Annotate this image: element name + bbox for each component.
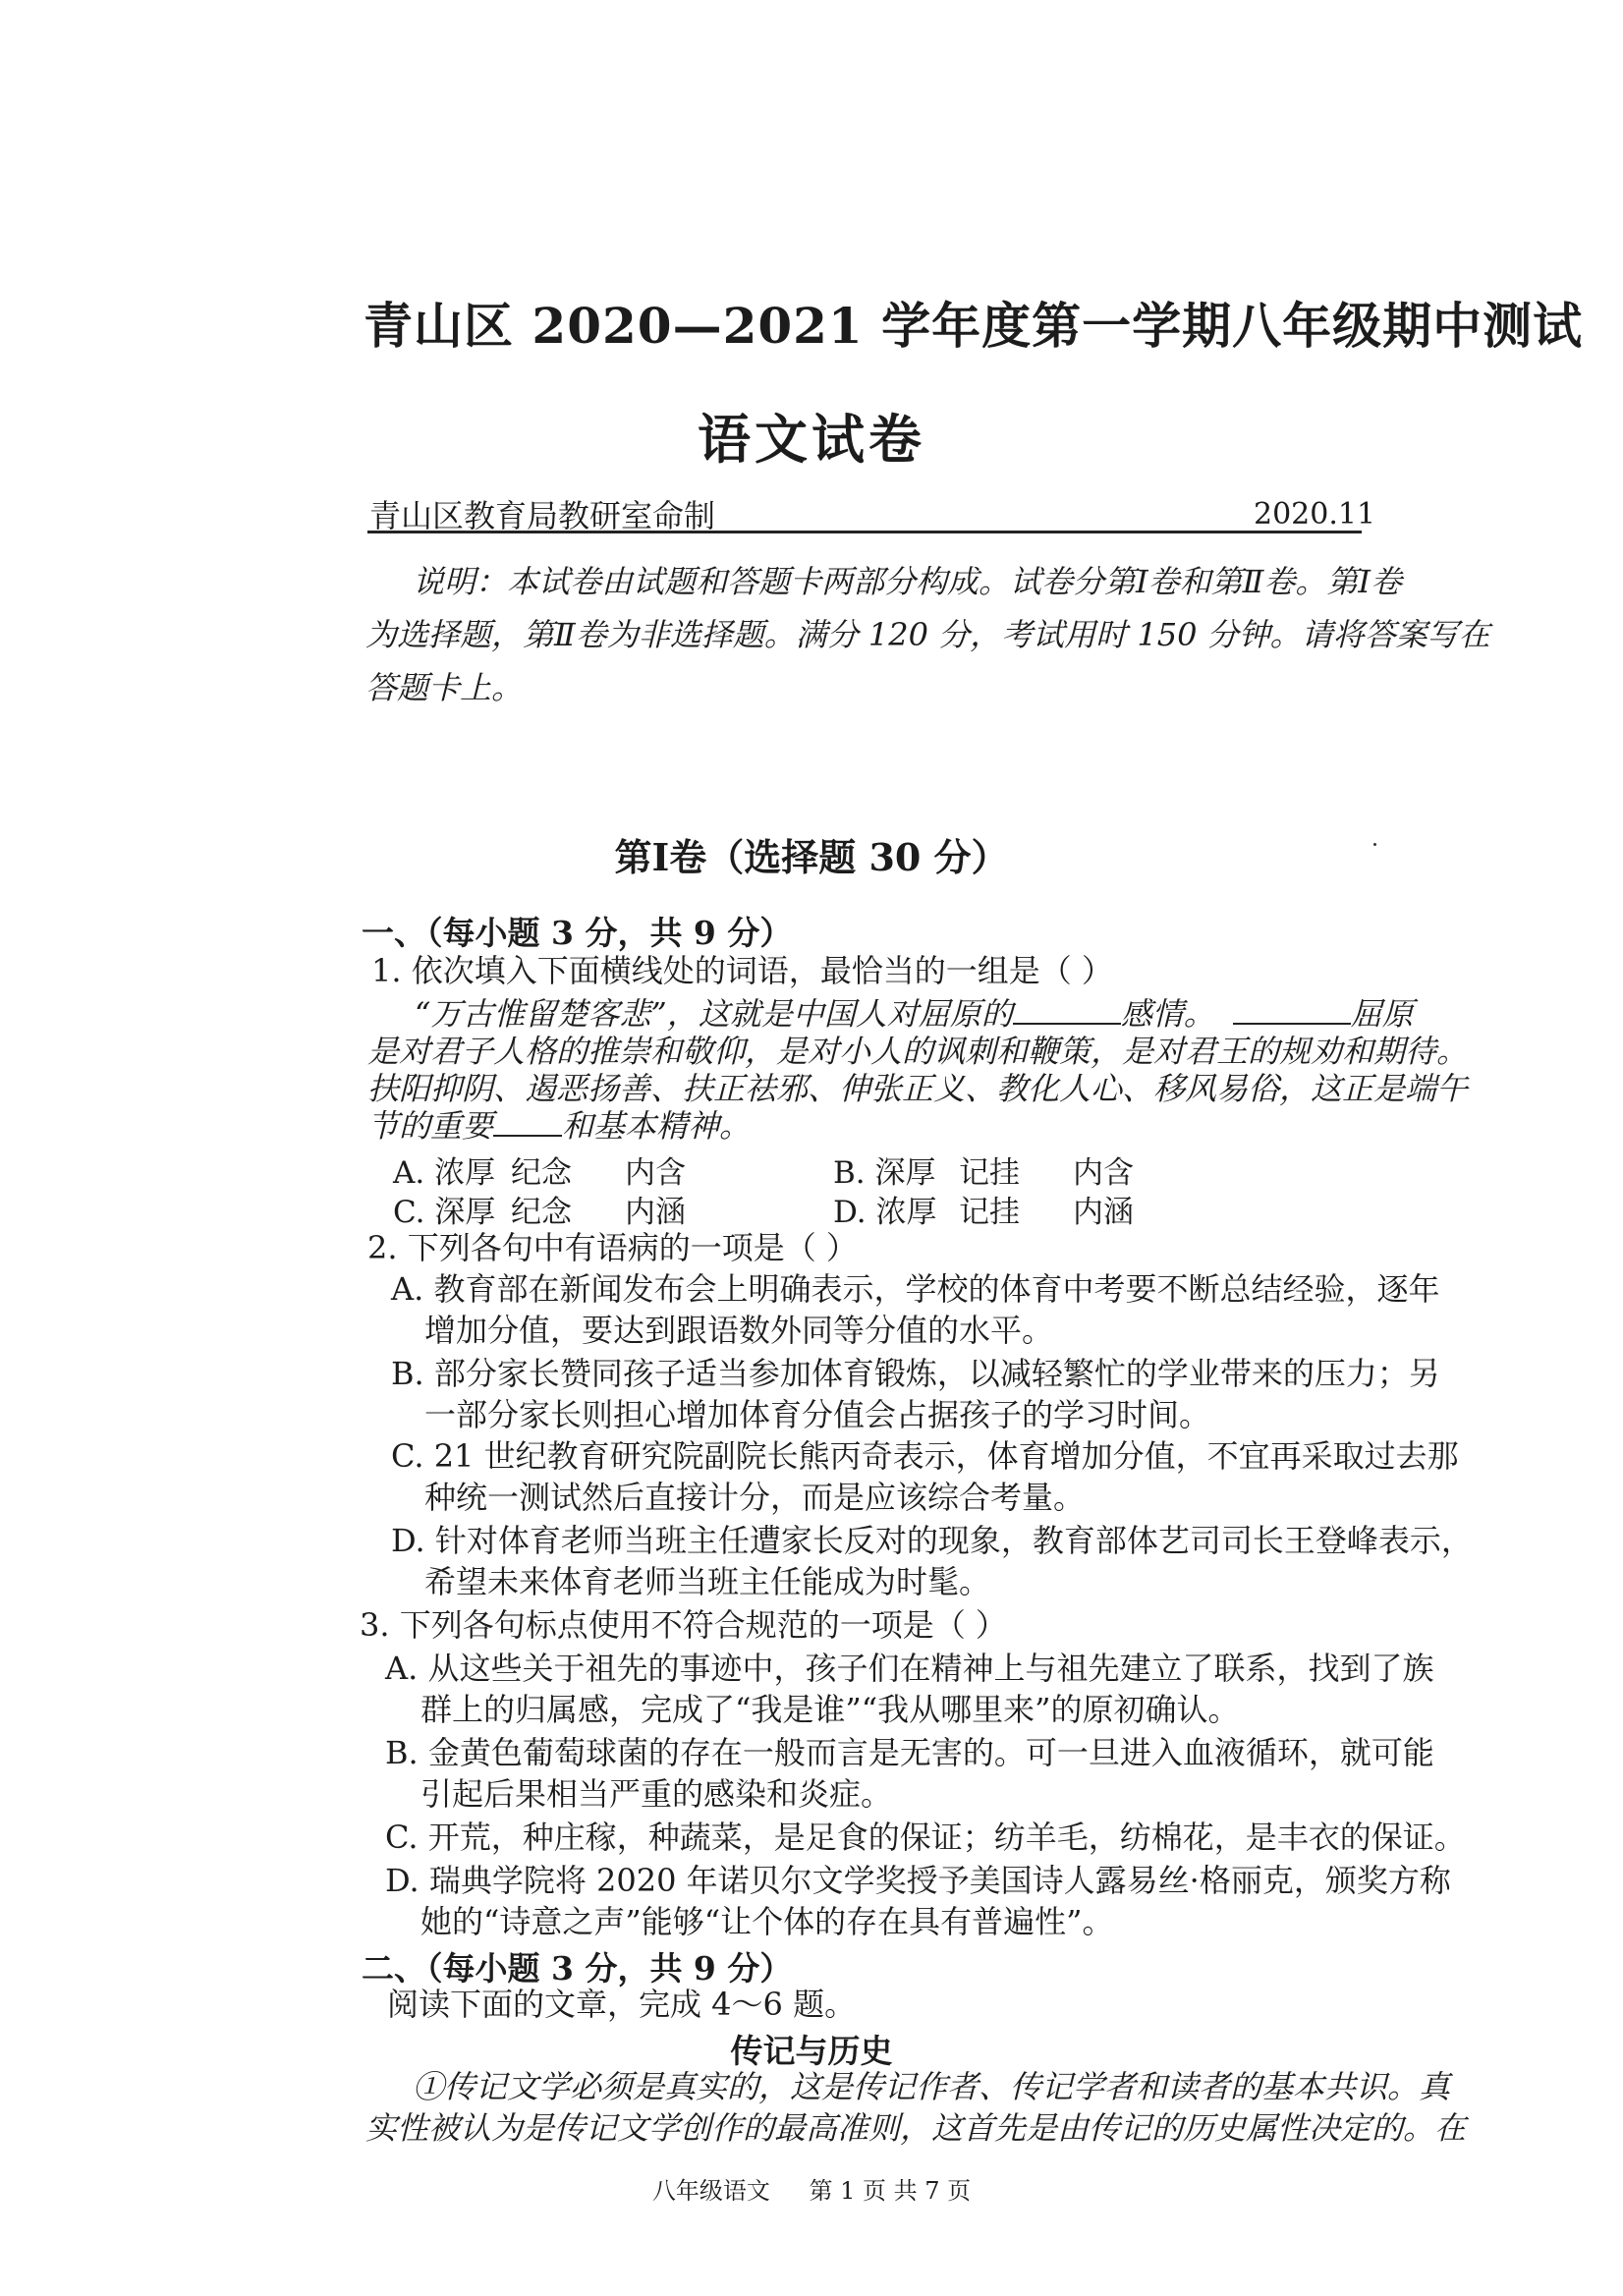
q1-option-d: D. 浓厚 记挂 内涵 bbox=[833, 1195, 1134, 1230]
footer-subject: 八年级语文 bbox=[651, 2177, 770, 2205]
exam-title: 青山区 2020—2021 学年度第一学期八年级期中测试 bbox=[364, 297, 1584, 355]
q3-option-c: C. 开荒，种庄稼，种蔬菜，是足食的保证；纺羊毛，纺棉花，是丰衣的保证。 bbox=[385, 1819, 1466, 1856]
q2-stem: 2. 下列各句中有语病的一项是（ ） bbox=[367, 1229, 858, 1266]
q1-blank-2 bbox=[1233, 997, 1351, 1025]
q3-option-b-line-2: 引起后果相当严重的感染和炎症。 bbox=[420, 1775, 893, 1813]
q1-stem: 1. 依次填入下面横线处的词语，最恰当的一组是（ ） bbox=[371, 952, 1113, 989]
q1-passage-line-1: “万古惟留楚客悲”，这就是中国人对屈原的 感情。 屈原 bbox=[415, 995, 1414, 1033]
q2-option-a-line-1: A. 教育部在新闻发布会上明确表示，学校的体育中考要不断总结经验，逐年 bbox=[391, 1270, 1440, 1308]
q3-option-d-line-2: 她的“诗意之声”能够“让个体的存在具有普遍性”。 bbox=[420, 1903, 1114, 1940]
instructions-line-2: 为选择题，第Ⅱ卷为非选择题。满分 120 分，考试用时 150 分钟。请将答案写在 bbox=[365, 616, 1490, 653]
q2-option-a-line-2: 增加分值，要达到跟语数外同等分值的水平。 bbox=[424, 1312, 1054, 1349]
q1-blank-1 bbox=[1013, 997, 1121, 1025]
q1-passage-line-4: 节的重要 和基本精神。 bbox=[367, 1107, 752, 1145]
q1-option-a: A. 浓厚 纪念 内含 bbox=[393, 1155, 686, 1191]
q1-passage-line-2: 是对君子人格的推崇和敬仰，是对小人的讽刺和鞭策，是对君王的规劝和期待。 bbox=[367, 1033, 1469, 1070]
publisher: 青山区教育局教研室命制 bbox=[369, 497, 716, 534]
q2-option-d-line-1: D. 针对体育老师当班主任遭家长反对的现象，教育部体艺司司长王登峰表示， bbox=[391, 1522, 1473, 1559]
q2-option-d-line-2: 希望未来体育老师当班主任能成为时髦。 bbox=[424, 1563, 991, 1600]
part2-heading: 二、（每小题 3 分，共 9 分） bbox=[362, 1949, 793, 1988]
instructions-line-1: 说明：本试卷由试题和答题卡两部分构成。试卷分第Ⅰ卷和第Ⅱ卷。第Ⅰ卷 bbox=[413, 563, 1403, 600]
q3-option-b-line-1: B. 金黄色葡萄球菌的存在一般而言是无害的。可一旦进入血液循环，就可能 bbox=[385, 1734, 1434, 1771]
header-rule bbox=[367, 531, 1362, 533]
exam-date: 2020.11 bbox=[1254, 497, 1376, 532]
q1-passage-line-3: 扶阳抑阴、遏恶扬善、扶正祛邪、伸张正义、教化人心、移风易俗，这正是端午 bbox=[367, 1070, 1469, 1107]
article-paragraph-line-2: 实性被认为是传记文学创作的最高准则，这首先是由传记的历史属性决定的。在 bbox=[365, 2109, 1467, 2147]
q3-option-a-line-2: 群上的归属感，完成了“我是谁”“我从哪里来”的原初确认。 bbox=[420, 1691, 1240, 1728]
page-footer bbox=[0, 2171, 1623, 2206]
q1-option-b: B. 深厚 记挂 内含 bbox=[833, 1155, 1134, 1191]
instructions-line-3: 答题卡上。 bbox=[365, 669, 524, 706]
exam-subtitle: 语文试卷 bbox=[698, 408, 925, 471]
part1-heading: 一、（每小题 3 分，共 9 分） bbox=[362, 914, 793, 952]
footer-page-number: 第 1 页 共 7 页 bbox=[809, 2177, 972, 2205]
q2-option-b-line-1: B. 部分家长赞同孩子适当参加体育锻炼，以减轻繁忙的学业带来的压力；另 bbox=[391, 1355, 1440, 1392]
scan-speck bbox=[1373, 843, 1376, 846]
volume1-heading: 第Ⅰ卷（选择题 30 分） bbox=[614, 835, 1009, 879]
q2-option-b-line-2: 一部分家长则担心增加体育分值会占据孩子的学习时间。 bbox=[424, 1396, 1211, 1433]
q1-blank-3 bbox=[493, 1109, 562, 1137]
q3-option-a-line-1: A. 从这些关于祖先的事迹中，孩子们在精神上与祖先建立了联系，找到了族 bbox=[385, 1650, 1434, 1687]
q3-option-d-line-1: D. 瑞典学院将 2020 年诺贝尔文学奖授予美国诗人露易丝·格丽克，颁奖方称 bbox=[385, 1862, 1451, 1899]
q1-option-c: C. 深厚 纪念 内涵 bbox=[393, 1195, 686, 1230]
part2-intro: 阅读下面的文章，完成 4～6 题。 bbox=[387, 1986, 857, 2023]
q2-option-c-line-2: 种统一测试然后直接计分，而是应该综合考量。 bbox=[424, 1479, 1086, 1516]
article-paragraph-line-1: ①传记文学必须是真实的，这是传记作者、传记学者和读者的基本共识。真 bbox=[413, 2068, 1451, 2105]
q3-stem: 3. 下列各句标点使用不符合规范的一项是（ ） bbox=[360, 1606, 1007, 1644]
q2-option-c-line-1: C. 21 世纪教育研究院副院长熊丙奇表示，体育增加分值，不宜再采取过去那 bbox=[391, 1437, 1459, 1475]
article-title: 传记与历史 bbox=[730, 2032, 893, 2070]
